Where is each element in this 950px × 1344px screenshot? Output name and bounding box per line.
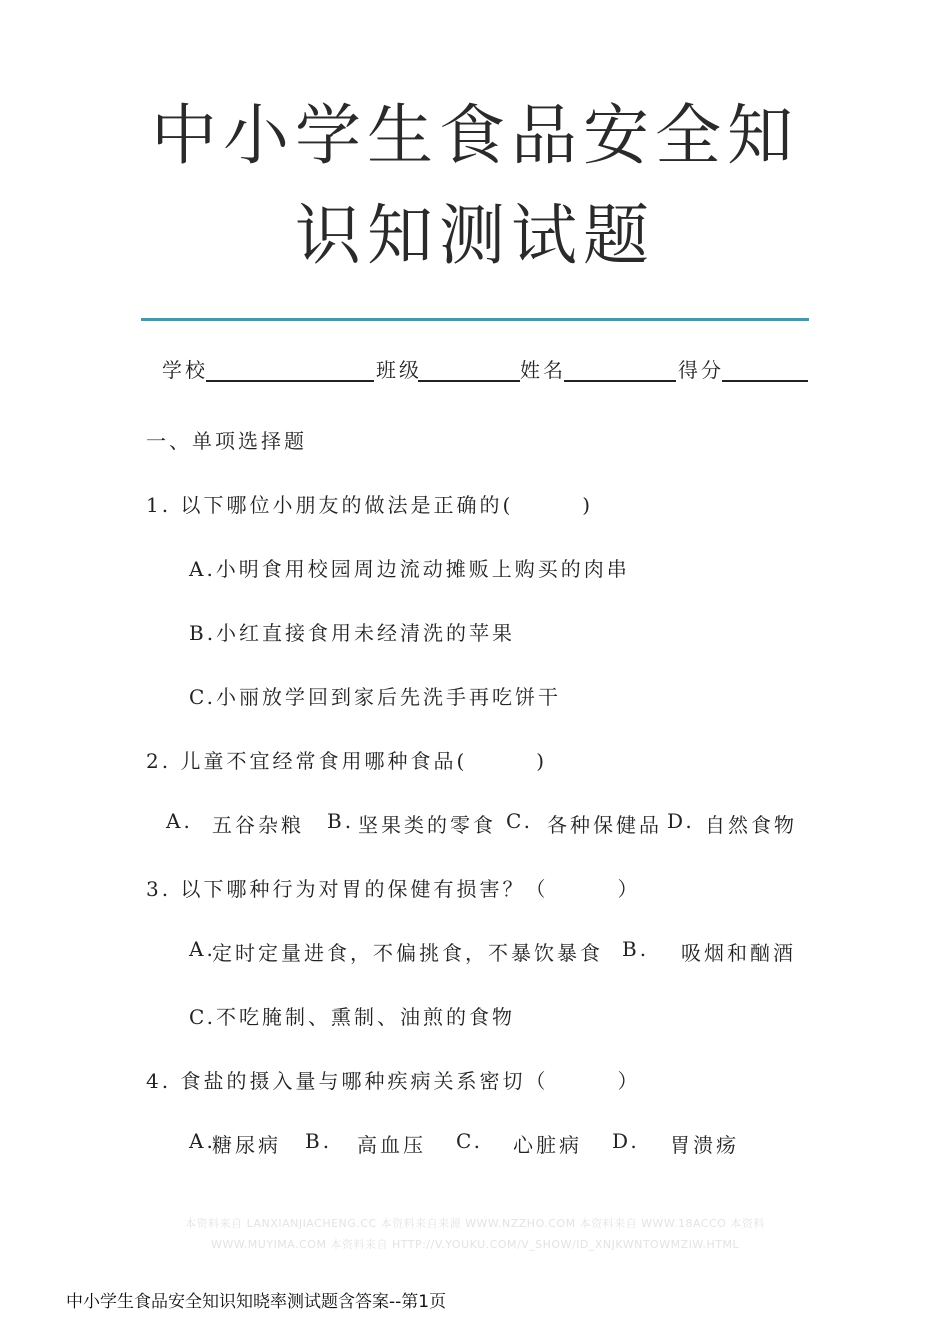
page-title-line-1: 中小学生食品安全知 [151,97,799,174]
student-info-row [162,350,812,386]
question-2: 2. 儿童不宜经常食用哪种食品( ) [146,749,548,773]
question-4-option-c-letter[interactable]: C. [456,1129,483,1153]
question-2-option-c-letter[interactable]: C. [506,809,533,833]
question-2-option-a-text[interactable]: 五谷杂粮 [212,813,304,837]
question-4-option-c-text[interactable]: 心脏病 [513,1133,582,1157]
question-2-option-d-text[interactable]: 自然食物 [705,813,797,837]
question-1-option-b[interactable]: B.小红直接食用未经清洗的苹果 [189,621,516,645]
question-3: 3. 以下哪种行为对胃的保健有损害？（ ） [146,877,641,901]
page-title-line-2: 识知测试题 [295,197,655,274]
question-1-option-a[interactable]: A.小明食用校园周边流动摊贩上购买的肉串 [189,557,630,581]
question-3-options-row [0,937,950,967]
section-heading: 一、单项选择题 [146,429,307,453]
watermark-line-2: WWW.MUYIMA.COM 本资料来自 HTTP://V.YOUKU.COM/V_SHOW/ID_XNJKWNTOWMZIW.HTML [210,1238,740,1251]
question-2-option-b-letter[interactable]: B. [327,809,355,833]
question-1: 1. 以下哪位小朋友的做法是正确的( ) [146,493,594,517]
question-4-option-a-text[interactable]: 糖尿病 [212,1133,281,1157]
question-4-option-d-text[interactable]: 胃溃疡 [670,1133,739,1157]
question-1-option-c[interactable]: C.小丽放学回到家后先洗手再吃饼干 [189,685,561,709]
question-2-option-d-letter[interactable]: D. [667,809,695,833]
question-4-option-a-letter[interactable]: A. [189,1129,216,1153]
name-label: 姓名 [520,358,566,382]
question-3-option-b-letter[interactable]: B. [622,937,650,961]
question-3-option-a-text[interactable]: 定时定量进食，不偏挑食，不暴饮暴食 [212,941,603,965]
class-label: 班级 [376,358,422,382]
question-3-option-c-letter: C. [189,1005,216,1029]
score-blank[interactable] [722,380,808,382]
question-3-option-b-text[interactable]: 吸烟和酗酒 [681,941,796,965]
question-2-option-c-text[interactable]: 各种保健品 [547,813,662,837]
class-blank[interactable] [418,380,520,382]
page-footer: 中小学生食品安全知识知晓率测试题含答案--第1页 [66,1292,447,1312]
question-4-option-b-letter[interactable]: B. [305,1129,333,1153]
question-3-option-c[interactable] [189,1001,515,1030]
score-label: 得分 [678,358,724,382]
question-2-option-b-text[interactable]: 坚果类的零食 [358,813,496,837]
school-label: 学校 [162,358,208,382]
question-3-option-c-text: 不吃腌制、熏制、油煎的食物 [215,1005,515,1029]
question-4-option-b-text[interactable]: 高血压 [357,1133,426,1157]
question-4-option-d-letter[interactable]: D. [612,1129,640,1153]
question-4-options [0,1129,950,1159]
question-2-option-a-letter[interactable]: A. [166,809,193,833]
question-3-option-a-letter[interactable]: A. [189,937,216,961]
title-divider [141,318,809,321]
school-blank[interactable] [206,380,374,382]
question-2-options [0,809,950,839]
name-blank[interactable] [564,380,676,382]
watermark-line-1: 本资料来自 LANXIANJIACHENG.CC 本资料来自来源 WWW.NZZHO.COM 本资料来自 WWW.18ACCO 本资料 [185,1217,765,1230]
question-4: 4. 食盐的摄入量与哪种疾病关系密切（ ） [146,1069,641,1093]
